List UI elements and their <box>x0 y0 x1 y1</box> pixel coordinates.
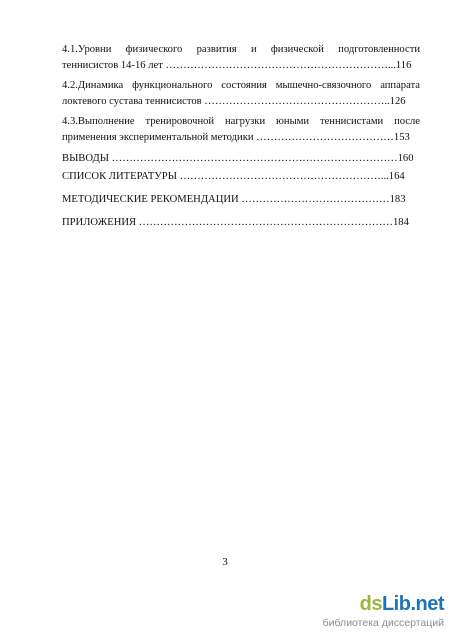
logo-part-ds: ds <box>359 593 382 615</box>
toc-entry-conclusions <box>62 151 420 167</box>
toc-line: локтевого сустава теннисистов ……………………………………………..126 <box>62 96 406 107</box>
dslib-tagline: библиотека диссертаций <box>322 617 444 629</box>
toc-entry-4-3 <box>62 114 420 146</box>
toc-line: СПИСОК ЛИТЕРАТУРЫ …………………………………………………...164 <box>62 171 405 182</box>
toc-line: теннисистов 14-16 лет ………………………………………………………...116 <box>62 60 412 71</box>
toc-line: 4.2.Динамика функционального состояния мышечно-связочного аппарата <box>62 80 420 91</box>
dslib-watermark <box>314 593 444 633</box>
toc-line: 4.1.Уровни физического развития и физической подготовленности <box>62 44 420 55</box>
toc-line: 4.3.Выполнение тренировочной нагрузки юными теннисистами после <box>62 116 420 127</box>
dslib-logo <box>360 593 444 616</box>
toc-line: ВЫВОДЫ ………………………………………………………………………160 <box>62 153 414 164</box>
logo-part-lib: Lib.net <box>381 593 444 615</box>
toc-entry-references <box>62 169 420 185</box>
toc-entry-appendices <box>62 215 420 231</box>
toc-line: применения экспериментальной методики …………………………………153 <box>62 132 410 143</box>
toc-line: МЕТОДИЧЕСКИЕ РЕКОМЕНДАЦИИ ……………………………………183 <box>62 194 406 205</box>
toc-line: ПРИЛОЖЕНИЯ ………………………………………………………………184 <box>62 217 409 228</box>
toc-entry-4-2 <box>62 78 420 110</box>
toc-entry-4-1 <box>62 42 420 74</box>
toc-entry-recommendations <box>62 192 420 208</box>
page-number: 3 <box>222 556 228 568</box>
